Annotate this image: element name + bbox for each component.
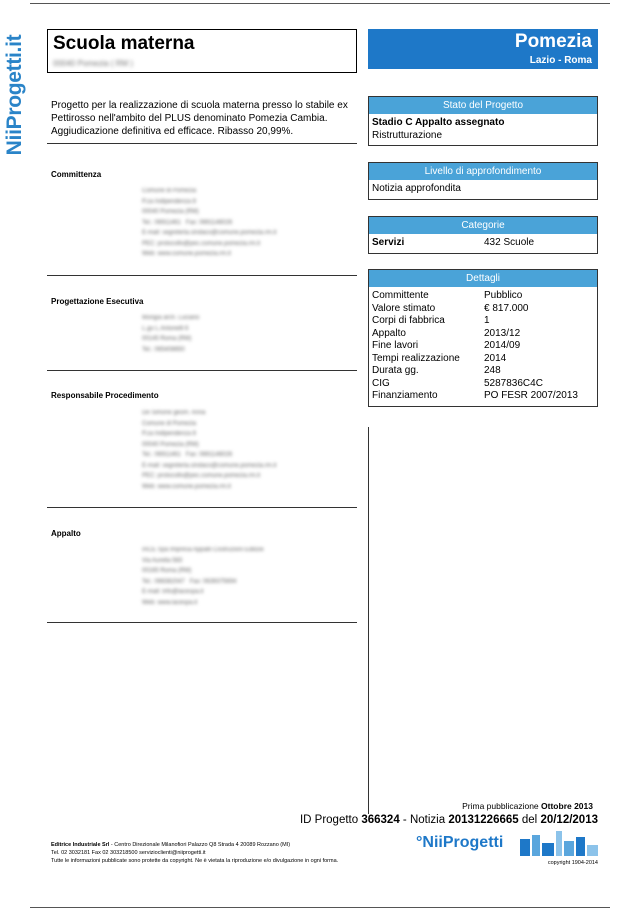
panel-header: Categorie (369, 217, 597, 234)
column-divider (368, 427, 369, 814)
detail-row (372, 328, 594, 341)
panel-header: Dettagli (369, 270, 597, 287)
section-details-committenza: Comune di Pomezia P.za Indipendenza 8 00040 Pomezia (RM) Tel.: 06911461 Fax: 0691146026 E-mail: segreteria.sindaco@comune.pomezia.rm.it PEC: protocollo@pec.comune.pomezia.rm.it Web: www.comune.pomezia.rm.it (142, 188, 277, 257)
detail-row (372, 353, 594, 366)
divider (47, 143, 357, 144)
panel-categorie (368, 216, 598, 254)
id-line (300, 814, 598, 826)
detail-key: CIG (372, 377, 390, 389)
section-title-progettazione: Progettazione Esecutiva (51, 297, 144, 306)
divider (47, 507, 357, 508)
section-details-appalto: IACE Spa Impresa Appalti Costruzioni Edilizie Via Aurelia 583 00165 Roma (RM) Tel.: 066382047 Fax: 0639375694 E-mail: info@iacespa.it Web: www.iacespa.it (142, 547, 264, 606)
location-box (368, 29, 598, 69)
detail-key: Finanziamento (372, 390, 438, 401)
detail-value: 2014/09 (484, 340, 521, 351)
side-logo-text: NiiProgetti.it (3, 34, 26, 156)
page-title: Scuola materna (53, 33, 195, 54)
detail-value: PO FESR 2007/2013 (484, 390, 578, 401)
project-stage: Stadio C Appalto assegnato (372, 117, 505, 128)
category-key: Servizi (372, 237, 405, 248)
detail-key: Appalto (372, 327, 406, 339)
brand-logo: °NiiProgetti (416, 834, 504, 851)
detail-key: Valore stimato (372, 302, 436, 314)
publication-label: Prima pubblicazione (462, 801, 539, 811)
project-address: 00040 Pomezia ( RM ) (53, 59, 134, 68)
detail-key: Committente (372, 290, 429, 301)
footer-company: Editrice Industriale Srl (51, 842, 110, 848)
detail-row (372, 365, 594, 378)
copyright: copyright 1904-2014 (547, 860, 598, 866)
divider (47, 622, 357, 623)
section-title-appalto: Appalto (51, 529, 81, 538)
news-value: 20131226665 (448, 814, 519, 826)
panel-stato (368, 96, 598, 146)
footer-contacts: Tel. 02 3032181 Fax 02 303218500 servizioclienti@niiprogetti.it (51, 850, 206, 856)
publication-info (462, 801, 593, 811)
detail-value: 1 (484, 315, 490, 326)
project-description: Progetto per la realizzazione di scuola materna presso lo stabile ex Pettirosso nell'ambito del PLUS denominato Pomezia Cambia. Aggiudicazione definitiva ed efficace. Ribasso 20,99%. (51, 100, 348, 137)
detail-row (372, 390, 594, 403)
panel-dettagli (368, 269, 598, 407)
section-title-committenza: Committenza (51, 170, 102, 179)
project-type: Ristrutturazione (372, 129, 443, 141)
detail-key: Corpi di fabbrica (372, 315, 445, 326)
detail-value: 2014 (484, 352, 507, 364)
date-label: del (521, 814, 538, 826)
title-box (47, 29, 357, 73)
section-details-progettazione: Mongia arch. Luciano L.go L.Antonelli 6 00145 Roma (RM) Tel.: 065408650 (142, 315, 200, 353)
section-details-responsabile: De Simone geom. Anna Comune di Pomezia P.za Indipendenza 8 00040 Pomezia (RM) Tel.: 06911461 Fax: 0691146026 E-mail: segreteria.sindaco@comune.pomezia.rm.it PEC: protocollo@pec.comune.pomezia.rm.it Web: www.comune.pomezia.rm.it (142, 410, 277, 490)
footer-rights: Tutte le informazioni pubblicate sono protette da copyright. Ne è vietata la riproduzione e/o divulgazione in ogni forma. (51, 858, 339, 864)
skyline-icon (520, 831, 598, 856)
divider (47, 275, 357, 276)
footer-address: - Centro Direzionale Milanofiori Palazzo Q8 Strada 4 20089 Rozzano (MI) (109, 842, 291, 848)
publication-date: Ottobre 2013 (541, 801, 593, 811)
news-label: - Notizia (402, 814, 446, 826)
detail-value: 2013/12 (484, 327, 521, 339)
footer (51, 841, 411, 865)
bottom-rule (30, 907, 610, 908)
detail-value: Pubblico (484, 290, 523, 301)
detail-value: € 817.000 (484, 302, 529, 314)
date-value: 20/12/2013 (540, 814, 598, 826)
panel-header: Stato del Progetto (369, 97, 597, 114)
detail-row (372, 340, 594, 353)
id-value: 366324 (361, 814, 400, 826)
divider (47, 370, 357, 371)
side-logo (0, 28, 30, 163)
detail-value: 5287836C4C (484, 377, 543, 389)
detail-row (372, 303, 594, 316)
detail-row (372, 315, 594, 328)
panel-livello (368, 162, 598, 200)
detail-row (372, 378, 594, 391)
detail-level: Notizia approfondita (372, 183, 461, 194)
category-value: 432 Scuole (484, 237, 535, 248)
top-rule (30, 3, 610, 4)
city-name: Pomezia (514, 31, 592, 52)
detail-value: 248 (484, 365, 501, 376)
section-title-responsabile: Responsabile Procedimento (51, 391, 159, 400)
detail-key: Tempi realizzazione (372, 352, 460, 364)
region-name: Lazio - Roma (529, 55, 592, 66)
detail-row (372, 290, 594, 303)
panel-header: Livello di approfondimento (369, 163, 597, 180)
id-label: ID Progetto (299, 814, 359, 826)
detail-key: Durata gg. (372, 365, 419, 376)
detail-key: Fine lavori (372, 340, 419, 351)
